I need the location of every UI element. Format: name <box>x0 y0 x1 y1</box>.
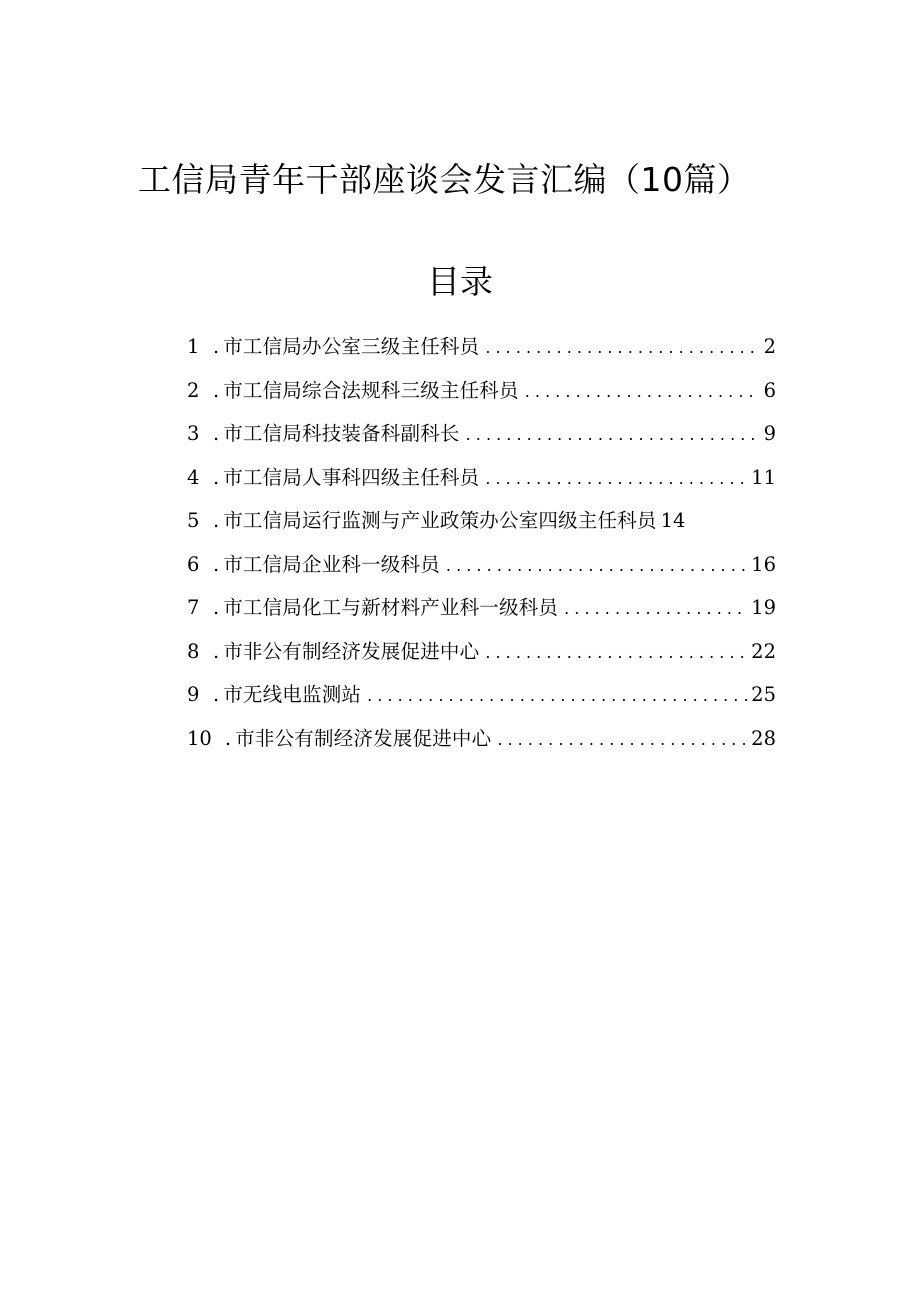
toc-entry-title: 市工信局人事科四级主任科员 <box>223 465 480 489</box>
toc-entry-page: 28 <box>751 726 776 750</box>
toc-entry-number: 5 <box>187 509 200 532</box>
toc-entry-separator: . <box>213 465 220 489</box>
toc-entry-number: 6 <box>187 552 200 576</box>
toc-entry-page: 11 <box>751 465 776 489</box>
toc-dot-leader <box>564 589 747 629</box>
document-title: 工信局青年干部座谈会发言汇编（10篇） <box>138 160 751 199</box>
toc-entry-7[interactable] <box>187 588 776 632</box>
toc-entry-separator: . <box>213 335 220 358</box>
toc-entry-8[interactable] <box>187 632 776 676</box>
toc-entry-page: 2 <box>763 335 776 358</box>
toc-entry-page: 6 <box>763 378 776 402</box>
toc-entry-title: 市非公有制经济发展促进中心 <box>235 726 492 750</box>
toc-entry-title: 市工信局运行监测与产业政策办公室四级主任科员 <box>223 509 657 532</box>
toc-entry-title: 市工信局化工与新材料产业科一级科员 <box>223 596 559 619</box>
toc-entry-separator: . <box>213 509 220 532</box>
toc-entry-separator: . <box>213 552 220 576</box>
toc-dot-leader <box>485 633 747 673</box>
toc-entry-number: 9 <box>187 683 200 706</box>
toc-dot-leader <box>497 720 747 760</box>
toc-dot-leader <box>466 415 760 455</box>
toc-entry-9[interactable] <box>187 675 776 719</box>
toc-entry-number: 7 <box>187 596 200 619</box>
toc-entry-1[interactable] <box>187 327 776 371</box>
toc-entry-separator: . <box>213 596 220 619</box>
toc-entry-page: 16 <box>751 552 776 576</box>
toc-entry-number: 3 <box>187 422 200 445</box>
toc-heading: 目录 <box>427 262 493 301</box>
toc-entry-title: 市工信局科技装备科副科长 <box>223 422 460 445</box>
toc-entry-page: 9 <box>763 422 776 445</box>
toc-entry-10[interactable] <box>187 719 776 763</box>
toc-entry-number: 1 <box>187 335 200 358</box>
toc-entry-title: 市无线电监测站 <box>223 683 362 706</box>
toc-entry-separator: . <box>225 726 232 750</box>
toc-entry-5[interactable] <box>187 501 776 545</box>
toc-entry-title: 市工信局办公室三级主任科员 <box>223 335 480 358</box>
toc-entry-number: 4 <box>187 465 200 489</box>
toc-entry-title: 市工信局企业科一级科员 <box>223 552 440 576</box>
toc-entry-page: 19 <box>751 596 776 619</box>
toc-entry-page: 25 <box>751 683 776 706</box>
toc-dot-leader <box>485 328 759 368</box>
toc-entry-title: 市工信局综合法规科三级主任科员 <box>223 378 519 402</box>
toc-dot-leader <box>525 372 760 412</box>
toc-entry-separator: . <box>213 683 220 706</box>
toc-entry-6[interactable] <box>187 545 776 589</box>
toc-entry-page: 14 <box>660 509 686 532</box>
toc-entry-3[interactable] <box>187 414 776 458</box>
toc-entry-separator: . <box>213 422 220 445</box>
toc-entry-4[interactable] <box>187 458 776 502</box>
toc-entry-separator: . <box>213 378 220 402</box>
toc-entry-2[interactable] <box>187 371 776 415</box>
toc-entry-separator: . <box>213 639 220 663</box>
toc-entry-number: 8 <box>187 639 200 663</box>
toc-entry-page: 22 <box>751 639 776 663</box>
toc-dot-leader <box>367 676 747 716</box>
toc-entry-number: 10 <box>187 726 212 750</box>
toc-dot-leader <box>485 459 747 499</box>
toc-entry-number: 2 <box>187 378 200 402</box>
toc-entry-title: 市非公有制经济发展促进中心 <box>223 639 480 663</box>
toc-dot-leader <box>446 546 747 586</box>
table-of-contents <box>187 327 776 762</box>
